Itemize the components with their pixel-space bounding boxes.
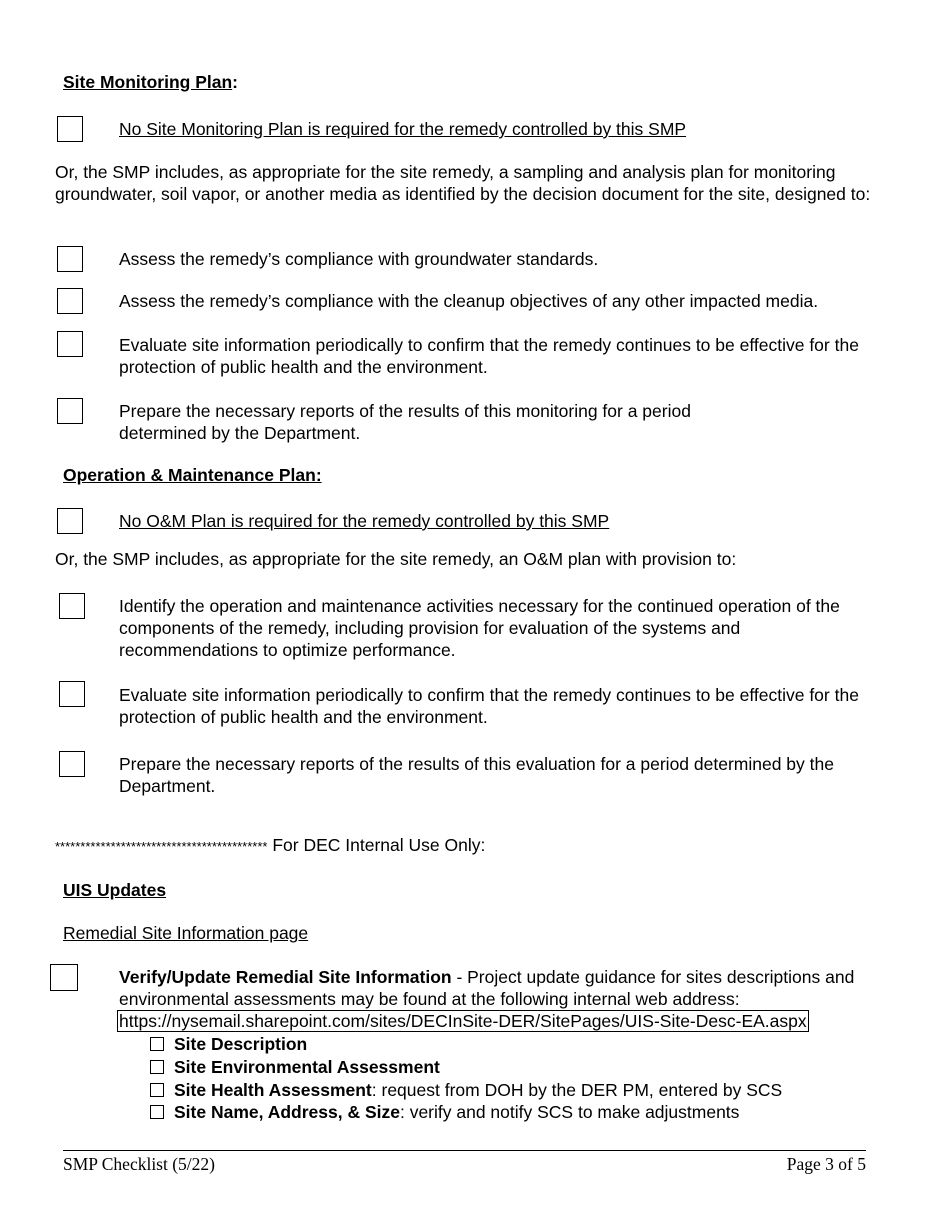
remedial-site-info-subheading: Remedial Site Information page [63, 923, 309, 943]
verify-site-info-checkbox[interactable] [50, 964, 78, 991]
verify-site-info-bold: Verify/Update Remedial Site Information [119, 967, 452, 987]
om-item-1-label: Identify the operation and maintenance activities necessary for the continued operation of the components of the remedy, including provision for evaluation of the systems and recommendations to optimize performance. [119, 596, 840, 660]
no-monitoring-plan-checkbox[interactable] [57, 116, 83, 142]
site-health-assessment-label: Site Health Assessment [174, 1080, 372, 1100]
monitoring-item-3-label: Evaluate site information periodically to confirm that the remedy continues to be effective for the protection of public health and the environment. [119, 335, 859, 377]
footer-page-number: Page 3 of 5 [786, 1154, 866, 1174]
uis-updates-heading: UIS Updates [63, 880, 167, 900]
monitoring-item-2-label: Assess the remedy’s compliance with the cleanup objectives of any other impacted media. [119, 291, 819, 311]
monitoring-item-4-label: Prepare the necessary reports of the results of this monitoring for a period determined by the Department. [119, 401, 691, 443]
internal-use-line [55, 834, 485, 858]
subitem-site-description [150, 1033, 307, 1055]
footer-document-title: SMP Checklist (5/22) [63, 1154, 215, 1174]
site-monitoring-heading-colon: : [232, 72, 238, 92]
om-plan-heading: Operation & Maintenance Plan: [63, 465, 322, 485]
subitem-site-health-assessment [150, 1079, 782, 1101]
site-environmental-assessment-checkbox[interactable] [150, 1060, 164, 1074]
uis-guidance-link[interactable]: https://nysemail.sharepoint.com/sites/DECInSite-DER/SitePages/UIS-Site-Desc-EA.aspx [119, 1011, 807, 1031]
no-om-plan-label: No O&M Plan is required for the remedy controlled by this SMP [119, 511, 610, 531]
site-monitoring-heading [63, 71, 238, 93]
site-health-assessment-desc: : request from DOH by the DER PM, entered by SCS [371, 1080, 783, 1100]
om-item-3-label: Prepare the necessary reports of the results of this evaluation for a period determined by the Department. [119, 754, 834, 796]
om-item-1-checkbox[interactable] [59, 593, 85, 619]
site-description-label: Site Description [174, 1034, 308, 1054]
monitoring-item-2-checkbox[interactable] [57, 288, 83, 314]
om-intro: Or, the SMP includes, as appropriate for the site remedy, an O&M plan with provision to: [55, 549, 737, 569]
subitem-site-name-address-size [150, 1101, 739, 1123]
om-item-3-checkbox[interactable] [59, 751, 85, 777]
site-description-checkbox[interactable] [150, 1037, 164, 1051]
monitoring-item-4-checkbox[interactable] [57, 398, 83, 424]
footer-divider [63, 1150, 866, 1151]
monitoring-item-1-label: Assess the remedy’s compliance with groundwater standards. [119, 249, 599, 269]
monitoring-item-3-checkbox[interactable] [57, 331, 83, 357]
internal-use-label: For DEC Internal Use Only: [267, 835, 486, 855]
no-om-plan-checkbox[interactable] [57, 508, 83, 534]
site-name-address-size-checkbox[interactable] [150, 1105, 164, 1119]
no-monitoring-plan-label: No Site Monitoring Plan is required for the remedy controlled by this SMP [119, 119, 687, 139]
verify-site-info-desc: - Project update guidance for sites descriptions and environmental assessments may be found at the following internal web address: [119, 967, 855, 1009]
site-health-assessment-checkbox[interactable] [150, 1083, 164, 1097]
om-item-2-checkbox[interactable] [59, 681, 85, 707]
verify-site-info-text [119, 966, 889, 1032]
monitoring-item-1-checkbox[interactable] [57, 246, 83, 272]
site-environmental-assessment-label: Site Environmental Assessment [174, 1057, 440, 1077]
subitem-site-environmental-assessment [150, 1056, 440, 1078]
site-name-address-size-label: Site Name, Address, & Size [174, 1102, 400, 1122]
site-monitoring-heading-text: Site Monitoring Plan [63, 72, 233, 92]
site-name-address-size-desc: : verify and notify SCS to make adjustments [399, 1102, 740, 1122]
asterisk-divider: ****************************************** [55, 839, 268, 854]
om-item-2-label: Evaluate site information periodically to confirm that the remedy continues to be effective for the protection of public health and the environment. [119, 685, 859, 727]
monitoring-intro: Or, the SMP includes, as appropriate for the site remedy, a sampling and analysis plan for monitoring groundwater, soil vapor, or another media as identified by the decision document for the site, designed to: [55, 162, 871, 204]
